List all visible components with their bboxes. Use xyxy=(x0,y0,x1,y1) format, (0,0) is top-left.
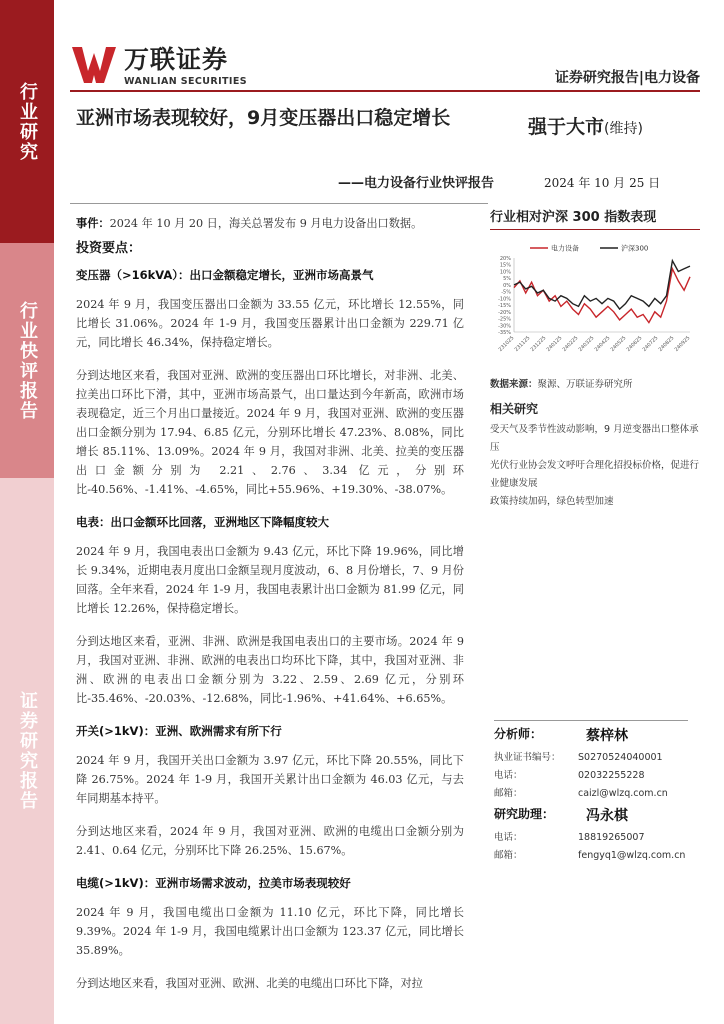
x-tick-label: 240925 xyxy=(673,335,692,353)
y-tick-label: 20% xyxy=(499,256,511,262)
assistant-email: 邮箱： fengyq1@wlzq.com.cn xyxy=(494,850,686,861)
paragraph: 2024 年 9 月，我国开关出口金额为 3.97 亿元，环比下降 20.55%，同比下降 26.75%。2024 年 1-9 月，我国开关累计出口金额为 46.03 亿元，与去年同期基本持平。 xyxy=(76,754,464,805)
assistant-label: 研究助理： xyxy=(494,807,555,821)
paragraph: 分到达地区来看，亚洲、非洲、欧洲是我国电表出口的主要市场。2024 年 9 月，我国对亚洲、非洲、欧洲的电表出口均环比下降，其中，我国对亚洲、非洲、欧洲的电表出口金额分别为 3.22、2.59、2.69 亿元，分别环比-35.46%、-20.03%、-12.68%，同比-1.96%、+41.64%、+6.65%。 xyxy=(76,635,464,705)
paragraph: 2024 年 9 月，我国电表出口金额为 9.43 亿元，环比下降 19.96%，同比增长 9.34%，近期电表月度出口金额呈现月度波动，6、8 月份增长，7、9 月份回落。全年来看，2024 年 1-9 月，我国电表累计出口金额为 81.99 亿元，同比增长 12.26%，保持稳定增长。 xyxy=(76,545,464,615)
related-link[interactable]: 受天气及季节性波动影响，9 月逆变器出口整体承压 xyxy=(490,424,699,453)
sidebar-tab-securities-research: 证券研究报告 xyxy=(0,478,54,1024)
event-paragraph xyxy=(76,214,464,233)
related-link[interactable]: 政策持续加码，绿色转型加速 xyxy=(490,496,614,507)
section-heading-cable: 电缆(>1kV)：亚洲市场需求波动，拉美市场表现较好 xyxy=(76,876,351,890)
analyst-email: 邮箱： caizl@wlzq.com.cn xyxy=(494,788,668,799)
source-label: 数据来源： xyxy=(490,379,538,390)
x-tick-label: 231025 xyxy=(497,335,516,353)
main-rule xyxy=(70,203,488,204)
x-tick-label: 240725 xyxy=(641,335,660,353)
sidebar-tab-industry-research: 行业研究 xyxy=(0,0,54,243)
related-link[interactable]: 光伏行业协会发文呼吁合理化招投标价格，促进行业健康发展 xyxy=(490,460,700,489)
report-subtitle: ——电力设备行业快评报告 xyxy=(337,176,494,191)
analyst-cert: 执业证书编号： S0270524040001 xyxy=(494,752,663,763)
paragraph: 分到达地区来看，我国对亚洲、欧洲的变压器出口环比增长，对非洲、北美、拉美出口环比下滑，其中，亚洲市场高景气，出口量达到今年新高，欧洲市场表现稳定，近三个月出口量接近。2024 年 9 月，我国对亚洲、欧洲的变压器出口金额分别为 17.94、6.85 亿元，分别环比增长 47.23%、8.08%，同比增长 85.11%、13.09%。2024 年 9 月，我国对非洲、北美、拉美的变压器出口金额分别为 2.21、2.76、3.34 亿元，分别环比-40.56%、-1.41%、-4.65%，同比+55.96%、+19.30%、-38.07%。 xyxy=(76,369,464,496)
y-tick-label: -20% xyxy=(498,309,511,316)
y-tick-label: 10% xyxy=(499,269,511,276)
x-tick-label: 240825 xyxy=(657,335,676,353)
section-heading-switch: 开关(>1kV)：亚洲、欧洲需求有所下行 xyxy=(76,724,282,738)
y-tick-label: -30% xyxy=(498,323,511,330)
series-line-1 xyxy=(514,261,690,309)
x-tick-label: 240325 xyxy=(577,335,596,353)
chart-source xyxy=(490,376,700,390)
paragraph: 分到达地区来看，我国对亚洲、欧洲、北美的电缆出口环比下降，对拉 xyxy=(76,977,423,990)
event-label: 事件： xyxy=(76,217,110,230)
section-heading-transformer: 变压器（>16kVA）：出口金额稳定增长，亚洲市场高景气 xyxy=(76,268,374,282)
assistant-name: 冯永棋 xyxy=(586,808,628,824)
analyst-phone: 电话： 02032255228 xyxy=(494,770,645,781)
paragraph: 2024 年 9 月，我国电缆出口金额为 11.10 亿元，环比下降，同比增长 9.39%。2024 年 1-9 月，我国电缆累计出口金额为 123.37 亿元，同比增长 35.89%。 xyxy=(76,906,464,957)
sidebar-tab-quick-review: 行业快评报告 xyxy=(0,243,54,478)
y-tick-label: 5% xyxy=(503,276,511,283)
x-tick-label: 240125 xyxy=(545,335,564,353)
rating-label: 强于大市 xyxy=(528,116,605,138)
wanlian-logo-icon xyxy=(70,43,118,85)
assistant-header xyxy=(494,803,688,825)
body-column xyxy=(76,214,464,1007)
related-research-title: 相关研究 xyxy=(490,402,539,416)
x-tick-label: 231225 xyxy=(529,335,548,353)
rating-status: (维持) xyxy=(604,121,643,137)
right-column xyxy=(490,206,700,511)
paragraph: 2024 年 9 月，我国变压器出口金额为 33.55 亿元，环比增长 12.55%，同比增长 31.06%。2024 年 1-9 月，我国变压器累计出口金额为 229.71 亿元，同比增长 46.34%，保持稳定增长。 xyxy=(76,298,464,349)
y-tick-label: 15% xyxy=(499,262,511,269)
x-tick-label: 240225 xyxy=(561,335,580,353)
y-tick-label: -25% xyxy=(498,316,511,323)
brand-logo xyxy=(70,40,247,87)
y-tick-label: 0% xyxy=(503,282,511,289)
analyst-label: 分析师： xyxy=(494,727,543,741)
brand-name-cn: 万联证券 xyxy=(124,45,229,74)
chart-svg xyxy=(490,240,696,368)
related-research-list xyxy=(490,421,700,511)
chart-title: 行业相对沪深 300 指数表现 xyxy=(490,206,700,230)
y-tick-label: -5% xyxy=(501,289,511,296)
section-heading-meter: 电表：出口金额环比回落，亚洲地区下降幅度较大 xyxy=(76,515,329,529)
relative-performance-chart xyxy=(490,240,696,368)
rating xyxy=(528,112,643,139)
y-tick-label: -10% xyxy=(498,296,511,303)
y-tick-label: -15% xyxy=(498,303,511,310)
report-date: 2024 年 10 月 25 日 xyxy=(544,176,661,190)
report-category: 证券研究报告|电力设备 xyxy=(554,70,700,86)
investment-points-title: 投资要点： xyxy=(76,241,142,256)
analyst-block xyxy=(494,720,688,865)
event-text: 2024 年 10 月 20 日，海关总署发布 9 月电力设备出口数据。 xyxy=(109,217,423,230)
analyst-header xyxy=(494,720,688,745)
paragraph: 分到达地区来看，2024 年 9 月，我国对亚洲、欧洲的电缆出口金额分别为 2.41、0.64 亿元，分别环比下降 26.25%、15.67%。 xyxy=(76,825,464,857)
header-rule xyxy=(70,90,700,92)
legend-label: 电力设备 xyxy=(551,244,579,253)
x-tick-label: 240625 xyxy=(625,335,644,353)
brand-name-en: WANLIAN SECURITIES xyxy=(124,76,247,87)
report-title: 亚洲市场表现较好，9月变压器出口稳定增长 xyxy=(76,107,451,129)
assistant-phone: 电话： 18819265007 xyxy=(494,832,645,843)
legend-label: 沪深300 xyxy=(621,244,649,253)
series-line-0 xyxy=(514,269,690,323)
x-tick-label: 240525 xyxy=(609,335,628,353)
source-text: 聚源、万联证券研究所 xyxy=(537,379,633,390)
x-tick-label: 240425 xyxy=(593,335,612,353)
analyst-name: 蔡梓林 xyxy=(586,728,628,744)
x-tick-label: 231125 xyxy=(513,335,532,353)
y-tick-label: -35% xyxy=(498,330,511,336)
